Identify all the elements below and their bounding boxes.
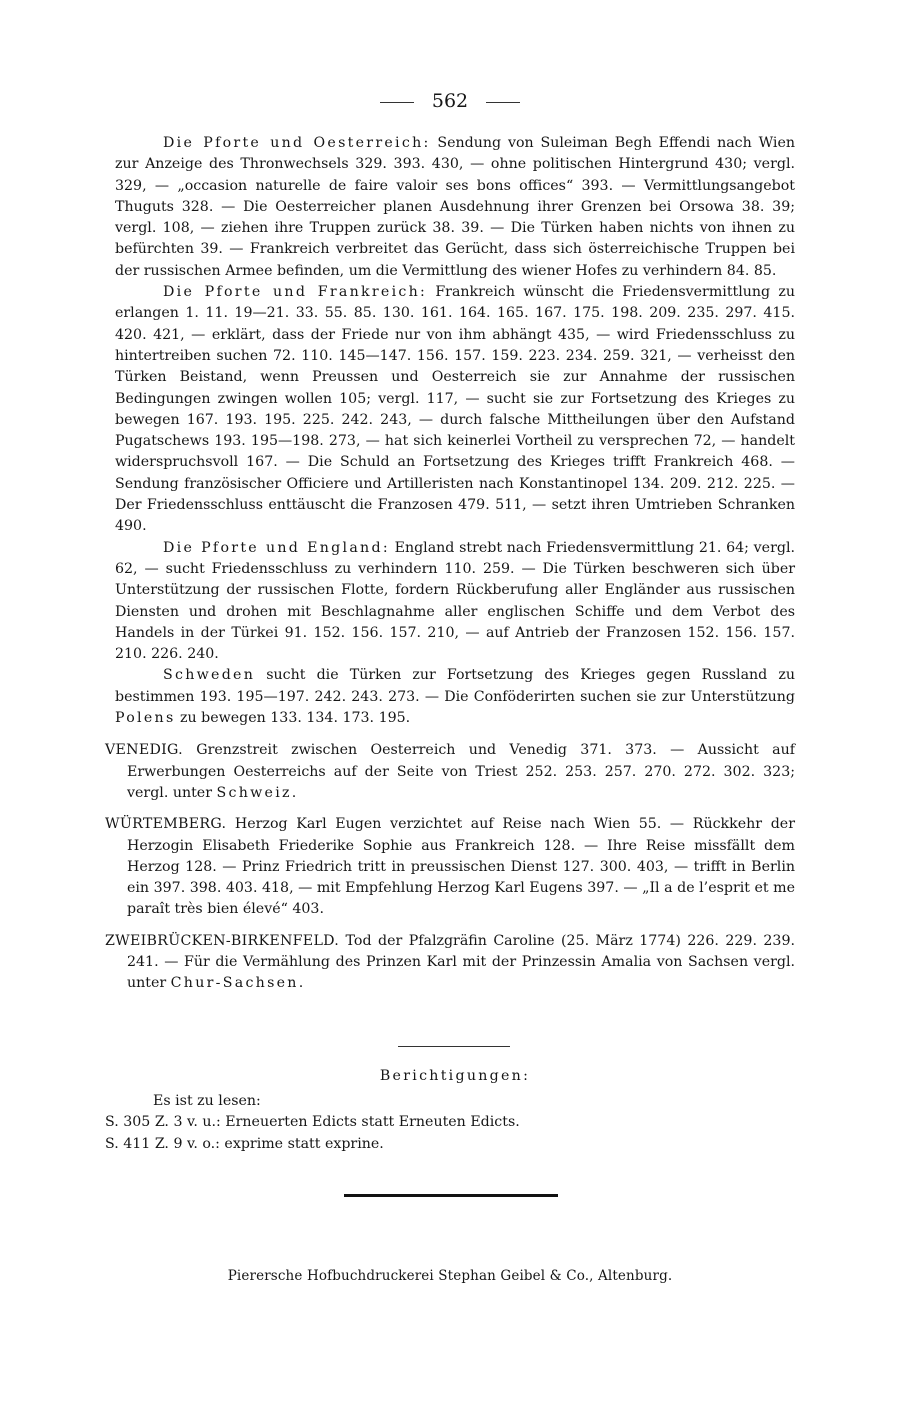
header-rule-left [380, 102, 414, 103]
paragraph-tail: zu bewegen 133. 134. 173. 195. [175, 710, 411, 727]
entry-head: ZWEIBRÜCKEN-BIRKENFELD. [105, 932, 340, 949]
printer-imprint: Pierersche Hofbuchdruckerei Stephan Geibel & Co., Altenburg. [227, 1268, 673, 1284]
entry-head: WÜRTEMBERG. [105, 816, 227, 833]
entry-spaced-word: Chur-Sachsen [170, 975, 299, 992]
entry-tail: . [298, 975, 304, 992]
page-number: 562 [431, 90, 469, 112]
paragraph-pforte-frankreich [115, 282, 795, 538]
entry-head: VENEDIG. [105, 742, 183, 759]
header-rule-right [486, 102, 520, 103]
entry-venedig [105, 740, 795, 804]
paragraph-text: sucht die Türken zur Fortsetzung des Krieges gegen Russland zu bestimmen 193. 195—197. 242. 243. 273. — Die Conföderirten suchen sie zur Unterstützung [115, 667, 795, 705]
errata-line: S. 305 Z. 3 v. u.: Erneuerten Edicts statt Erneuten Edicts. [105, 1114, 520, 1130]
paragraph-text: Frankreich wünscht die Friedensvermittlung zu erlangen 1. 11. 19—21. 33. 55. 85. 130. 161. 164. 165. 167. 175. 198. 209. 235. 297. 415. 420. 421, — erklärt, dass der Friede nur von ihm abhängt 435, — wird Friedensschluss zu hintertreiben suchen 72. 110. 145—147. 156. 157. 159. 223. 234. 259. 321, — verheisst den Türken Beistand, wenn Preussen und Oesterreich sie zur Annahme der russischen Bedingungen zwingen wollen 105; vergl. 117, — sucht sie zur Fortsetzung des Krieges zu bewegen 167. 193. 195. 225. 242. 243, — durch falsche Mittheilungen über den Aufstand Pugatschews 193. 195—198. 273, — hat sich keinerlei Vortheil zu versprechen 72, — handelt widerspruchsvoll 167. — Die Schuld an Fortsetzung des Krieges trifft Frankreich 468. — Sendung französischer Officiere und Artilleristen nach Konstantinopel 134. 209. 212. 225. — Der Friedensschluss enttäuscht die Franzosen 479. 511, — setzt ihren Umtrieben Schranken 490. [115, 284, 795, 535]
errata-title: Berichtigungen: [379, 1068, 531, 1084]
entry-zweibruecken [105, 931, 795, 995]
closing-rule [344, 1194, 558, 1197]
page-number-header [0, 90, 900, 112]
entry-text: Herzog Karl Eugen verzichtet auf Reise nach Wien 55. — Rückkehr der Herzogin Elisabeth Friederike Sophie aus Frankreich 128. — Ihre Reise missfällt dem Herzog 128. — Prinz Friedrich tritt in preussischen Dienst 127. 300. 403, — trifft in Berlin ein 397. 398. 403. 418, — mit Empfehlung Herzog Karl Eugens 397. — „Il a de l’esprit et me paraît très bien élevé“ 403. [127, 816, 795, 918]
paragraph-lead: Die Pforte und Oesterreich: [163, 135, 431, 151]
paragraph-lead: Die Pforte und England: [163, 539, 390, 556]
paragraph-text: Sendung von Suleiman Begh Effendi nach Wien zur Anzeige des Thronwechsels 329. 393. 430, — ohne politischen Hintergrund 430; vergl. 329, — „occasion naturelle de faire valoir ses bons offices“ 393. — Vermittlungsangebot Thuguts 328. — Die Oesterreicher planen Ausdehnung ihrer Grenzen bei Orsowa 38. 39; vergl. 108, — ziehen ihre Truppen zurück 38. 39. — Die Türken haben nichts von ihnen zu befürchten 39. — Frankreich verbreitet das Gerücht, dass sich österreichische Truppen bei der russischen Armee befinden, um die Vermittlung des wiener Hofes zu verhindern 84. 85. [115, 135, 796, 279]
paragraph-pforte-oesterreich [115, 133, 795, 282]
section-divider [398, 1046, 510, 1047]
errata-line: S. 411 Z. 9 v. o.: exprime statt exprine. [105, 1135, 384, 1152]
entry-spaced-word: Schweiz [216, 784, 292, 801]
entry-text: Tod der Pfalzgräfin Caroline (25. März 1774) 226. 229. 239. 241. — Für die Vermählung des Prinzen Karl mit der Prinzessin Amalia von Sachsen vergl. unter [127, 932, 795, 992]
paragraph-lead: Die Pforte und Frankreich: [163, 284, 428, 301]
paragraph-pforte-england [115, 538, 795, 666]
paragraph-spaced-word: Polens [115, 710, 176, 727]
entry-tail: . [291, 784, 297, 801]
index-body [105, 133, 796, 995]
entry-text: Grenzstreit zwischen Oesterreich und Venedig 371. 373. — Aussicht auf Erwerbungen Oesterreichs auf der Seite von Triest 252. 253. 257. 270. 272. 302. 323; vergl. unter [127, 742, 795, 801]
paragraph-schweden [115, 665, 795, 729]
paragraph-lead: Schweden [163, 667, 256, 684]
errata-section [105, 1066, 805, 1155]
entry-wuertemberg [105, 814, 795, 920]
paragraph-text: England strebt nach Friedensvermittlung 21. 64; vergl. 62, — sucht Friedensschluss zu verhindern 110. 259. — Die Türken beschweren sich über Unterstützung der russischen Flotte, fordern Rückberufung aller Engländer aus russischen Diensten und drohen mit Beschlagnahme aller englischen Schiffe und dem Verbot des Handels in der Türkei 91. 152. 156. 157. 210, — auf Antrieb der Franzosen 152. 156. 157. 210. 226. 240. [115, 539, 795, 663]
errata-intro: Es ist zu lesen: [153, 1092, 261, 1109]
